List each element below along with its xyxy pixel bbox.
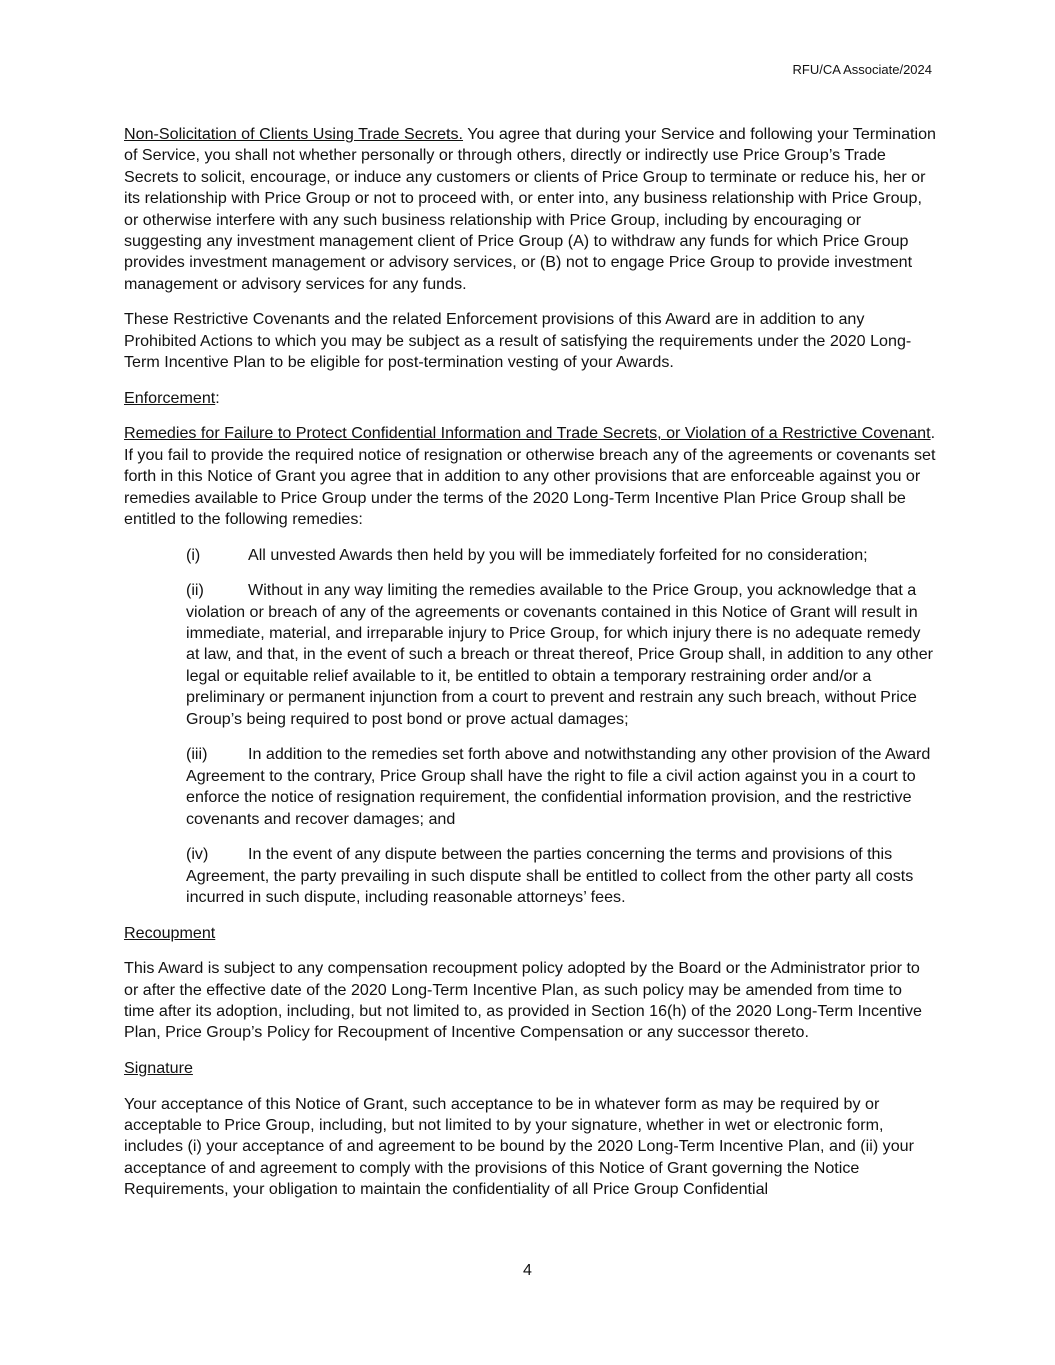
remedies-text: . If you fail to provide the required notice of resignation or otherwise breach any of the agreements or covenants set forth in this Notice of Grant you agree that in addition to any other provisions that are enforceable against you or remedies available to Price Group under the terms of the 2020 Long-Term Incentive Plan Price Group shall be entitled to the following remedies: (124, 424, 936, 529)
document-body (124, 124, 936, 1215)
remedy-text: All unvested Awards then held by you will be immediately forfeited for no consideration; (248, 545, 868, 564)
recoupment-heading: Recoupment (124, 923, 216, 942)
remedy-text: Without in any way limiting the remedies available to the Price Group, you acknowledge that a violation or breach of any of the agreements or covenants contained in this Notice of Grant will result in immediate, material, and irreparable injury to Price Group, for which injury there is no adequate remedy at law, and that, in the event of such a breach or threat thereof, Price Group shall, in addition to any other legal or equitable relief available to it, be entitled to obtain a temporary restraining order and/or a preliminary or permanent injunction from a court to prevent and restrain any such breach, without Price Group’s being required to post bond or prove actual damages; (186, 581, 934, 728)
signature-paragraph: Your acceptance of this Notice of Grant, such acceptance to be in whatever form as may be required by or acceptable to Price Group, including, but not limited to by your signature, whether in wet or electronic form, includes (i) your acceptance of and agreement to be bound by the 2020 Long-Term Incentive Plan, and (ii) your acceptance of and agreement to comply with the provisions of this Notice of Grant governing the Notice Requirements, your obligation to maintain the confidentiality of all Price Group Confidential (124, 1094, 914, 1199)
remedy-number: (iii) (186, 745, 208, 764)
remedy-number: (ii) (186, 581, 204, 600)
restrictive-covenants-paragraph: These Restrictive Covenants and the related Enforcement provisions of this Award are in addition to any Prohibited Actions to which you may be subject as a result of satisfying the requirements under the 2020 Long-Term Incentive Plan to be eligible for post-termination vesting of your Awards. (124, 310, 912, 372)
recoupment-heading-line (124, 923, 936, 944)
nonsolicit-paragraph (124, 124, 936, 295)
page-number: 4 (523, 1262, 532, 1279)
document-reference: RFU/CA Associate/2024 (792, 62, 932, 77)
remedy-item (186, 545, 936, 566)
nonsolicit-text: You agree that during your Service and following your Termination of Service, you shall not whether personally or through others, directly or indirectly use Price Group’s Trade Secrets to solicit, encourage, or induce any customers or clients of Price Group to terminate or reduce his, her or its relationship with Price Group or not to proceed with, or enter into, any business relationship with Price Group, or otherwise interfere with any such business relationship with Price Group, including by encouraging or suggesting any investment management client of Price Group (A) to withdraw any funds for which Price Group provides investment management or advisory services, or (B) not to engage Price Group to provide investment management or advisory services for any funds. (124, 125, 936, 293)
remedy-text: In addition to the remedies set forth above and notwithstanding any other provision of the Award Agreement to the contrary, Price Group shall have the right to file a civil action against you in a court to enforce the notice of resignation requirement, the confidential information provision, and the restrictive covenants and recover damages; and (186, 745, 931, 828)
remedy-text: In the event of any dispute between the parties concerning the terms and provisions of this Agreement, the party prevailing in such dispute shall be entitled to collect from the other party all costs incurred in such dispute, including reasonable attorneys’ fees. (186, 845, 914, 906)
signature-heading: Signature (124, 1058, 193, 1077)
remedy-item (186, 744, 936, 830)
remedies-heading: Remedies for Failure to Protect Confidential Information and Trade Secrets, or Violation of a Restrictive Covenant (124, 424, 931, 443)
remedies-paragraph (124, 423, 936, 530)
enforcement-heading-suffix: : (215, 388, 220, 407)
recoupment-paragraph: This Award is subject to any compensation recoupment policy adopted by the Board or the Administrator prior to or after the effective date of the 2020 Long-Term Incentive Plan, as such policy may be amended from time to time after its adoption, including, but not limited to, as provided in Section 16(h) of the 2020 Long-Term Incentive Plan, Price Group’s Policy for Recoupment of Incentive Compensation or any successor thereto. (124, 959, 922, 1042)
remedy-number: (iv) (186, 845, 209, 864)
remedy-item (186, 580, 936, 730)
remedy-item (186, 844, 936, 908)
enforcement-heading-line (124, 388, 936, 409)
remedy-number: (i) (186, 545, 201, 564)
enforcement-heading: Enforcement (124, 388, 216, 407)
signature-heading-line (124, 1058, 936, 1079)
nonsolicit-heading: Non-Solicitation of Clients Using Trade Secrets. (124, 125, 464, 143)
